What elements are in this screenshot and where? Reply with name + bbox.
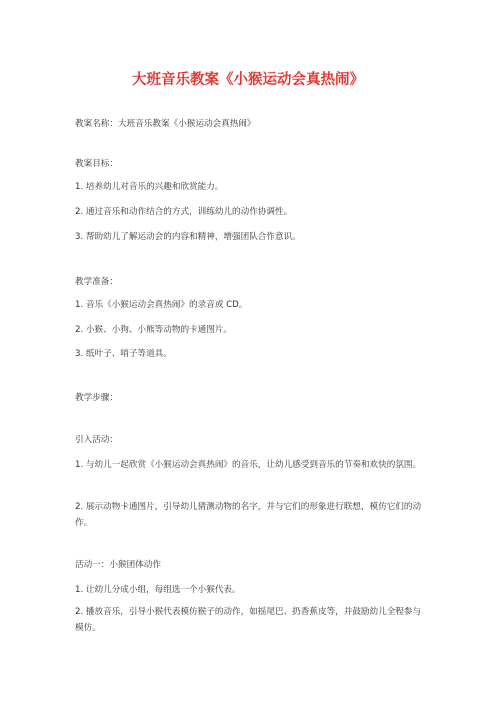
activity-heading: 活动一：小猴团体动作 [75,560,161,570]
goal-item: 3. 帮助幼儿了解运动会的内容和精神，增强团队合作意识。 [75,232,301,242]
preparation-heading: 教学准备： [75,277,118,287]
intro-item: 2. 展示动物卡通图片，引导幼儿猜测动物的名字，并与它们的形象进行联想，模仿它们的动作。 [75,502,422,528]
activity-item: 1. 让幼儿分成小组，每组选一个小猴代表。 [75,585,241,595]
preparation-item: 2. 小猴、小狗、小熊等动物的卡通图片。 [75,325,233,335]
goal-item: 1. 培养幼儿对音乐的兴趣和欣赏能力。 [75,182,224,192]
lesson-name-line: 教案名称：大班音乐教案《小猴运动会真热闹》 [75,119,256,129]
steps-heading: 教学步骤： [75,393,118,403]
intro-item: 1. 与幼儿一起欣赏《小猴运动会真热闹》的音乐，让幼儿感受到音乐的节奏和欢快的氛围。 [75,460,422,470]
goal-item: 2. 通过音乐和动作结合的方式，训练幼儿的动作协调性。 [75,207,293,217]
goals-heading: 教案目标： [75,159,118,169]
activity-item: 2. 播放音乐，引导小猴代表模仿猴子的动作，如摇尾巴、扔香蕉皮等，并鼓励幼儿全程参与模仿。 [75,607,422,633]
intro-heading: 引入活动： [75,435,118,445]
preparation-item: 3. 纸叶子、哨子等道具。 [75,349,172,359]
document-title: 大班音乐教案《小猴运动会真热闹》 [132,72,364,88]
preparation-item: 1. 音乐《小猴运动会真热闹》的录音或 CD。 [75,300,248,310]
